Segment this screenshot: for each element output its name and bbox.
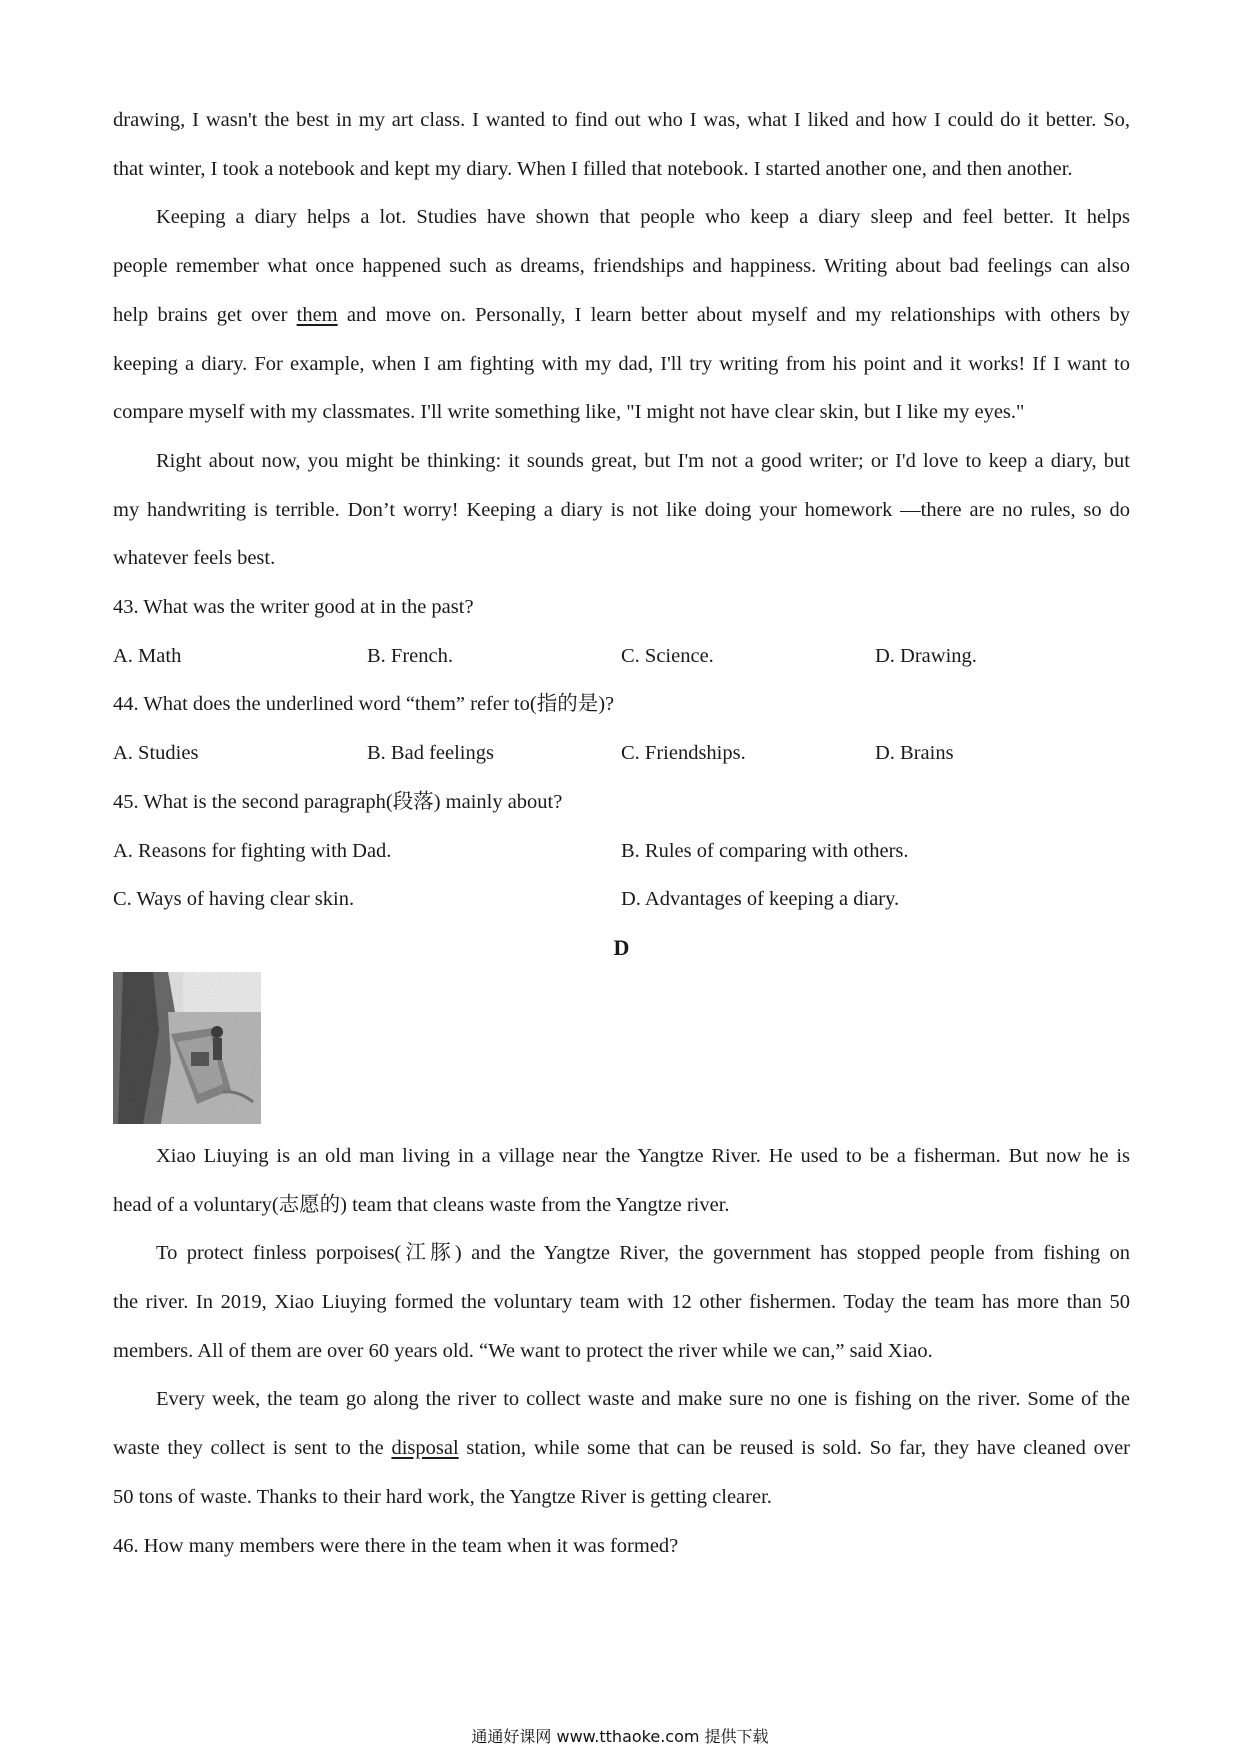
underlined-word-disposal: disposal (391, 1437, 459, 1460)
paragraph-1 (113, 96, 1130, 193)
page-content (113, 96, 1130, 1570)
photo-illustration (113, 972, 261, 1124)
text-line: Right about now, you might be thinking: it sounds great, but I'm not a good writer; or I'd love to keep a diary, but (156, 449, 1130, 472)
question-text: 45. What is the second paragraph(段落) mainly about? (113, 790, 563, 813)
text-fragment: help brains get over (113, 303, 297, 326)
options-row (113, 632, 1130, 681)
text-line: head of a voluntary(志愿的) team that cleans waste from the Yangtze river. (113, 1193, 730, 1216)
options-row (113, 729, 1130, 778)
option-a: A. Reasons for fighting with Dad. (113, 839, 392, 862)
option-d: D. Brains (875, 742, 954, 765)
text-line: my handwriting is terrible. Don’t worry! Keeping a diary is not like doing your homework —there are no rules, so do (113, 498, 1130, 521)
text-fragment: station, while some that can be reused is sold. So far, they have cleaned over (458, 1437, 1130, 1460)
option-a: A. Studies (113, 742, 199, 765)
text-line: members. All of them are over 60 years old. “We want to protect the river while we can,” said Xiao. (113, 1339, 933, 1362)
text-line: To protect finless porpoises(江豚) and the Yangtze River, the government has stopped people from fishing on (156, 1242, 1130, 1265)
options-row (113, 827, 1130, 876)
section-d-title: D (613, 934, 630, 960)
page-footer: 通通好课网 www.tthaoke.com 提供下载 (471, 1727, 769, 1746)
text-line: Keeping a diary helps a lot. Studies have shown that people who keep a diary sleep and feel better. It helps (156, 206, 1130, 229)
text-line (113, 291, 1130, 340)
text-line (113, 1424, 1130, 1473)
text-line: Xiao Liuying is an old man living in a village near the Yangtze River. He used to be a fisherman. But now he is (156, 1144, 1130, 1167)
section-d-paragraph-2 (113, 1229, 1130, 1375)
option-d: D. Drawing. (875, 644, 977, 667)
text-line: compare myself with my classmates. I'll write something like, "I might not have clear skin, but I like my eyes." (113, 401, 1025, 424)
question-43 (113, 583, 1130, 680)
option-b: B. French. (367, 644, 453, 667)
text-line: the river. In 2019, Xiao Liuying formed the voluntary team with 12 other fishermen. Today the team has more than 50 (113, 1291, 1130, 1314)
option-c: C. Ways of having clear skin. (113, 888, 355, 911)
text-line: whatever feels best. (113, 547, 276, 570)
question-44 (113, 680, 1130, 777)
text-line: people remember what once happened such as dreams, friendships and happiness. Writing about bad feelings can also (113, 255, 1130, 278)
question-text: 43. What was the writer good at in the past? (113, 596, 474, 619)
text-line: Every week, the team go along the river to collect waste and make sure no one is fishing on the river. Some of the (156, 1388, 1130, 1411)
option-d: D. Advantages of keeping a diary. (621, 888, 900, 911)
text-line: 50 tons of waste. Thanks to their hard work, the Yangtze River is getting clearer. (113, 1485, 772, 1508)
option-c: C. Science. (621, 644, 714, 667)
section-d-paragraph-3 (113, 1375, 1130, 1521)
question-46: 46. How many members were there in the team when it was formed? (113, 1534, 679, 1557)
section-d-paragraph-1 (113, 1132, 1130, 1229)
option-c: C. Friendships. (621, 742, 746, 765)
paragraph-2 (113, 193, 1130, 437)
option-a: A. Math (113, 644, 182, 667)
paragraph-3 (113, 437, 1130, 583)
underlined-word-them: them (296, 303, 338, 326)
option-b: B. Rules of comparing with others. (621, 839, 909, 862)
text-line: drawing, I wasn't the best in my art class. I wanted to find out who I was, what I liked and how I could do it better. So, (113, 109, 1130, 131)
text-fragment: and move on. Personally, I learn better about myself and my relationships with others by (337, 303, 1130, 326)
options-row (113, 875, 1130, 924)
river-boat-photo (113, 972, 261, 1124)
text-fragment: waste they collect is sent to the (113, 1437, 392, 1460)
text-line: that winter, I took a notebook and kept my diary. When I filled that notebook. I started another one, and then another. (113, 157, 1073, 180)
question-45 (113, 778, 1130, 924)
text-line: keeping a diary. For example, when I am fighting with my dad, I'll try writing from his point and it works! If I want to (113, 352, 1130, 375)
question-text: 44. What does the underlined word “them” refer to(指的是)? (113, 693, 615, 716)
option-b: B. Bad feelings (367, 742, 494, 765)
